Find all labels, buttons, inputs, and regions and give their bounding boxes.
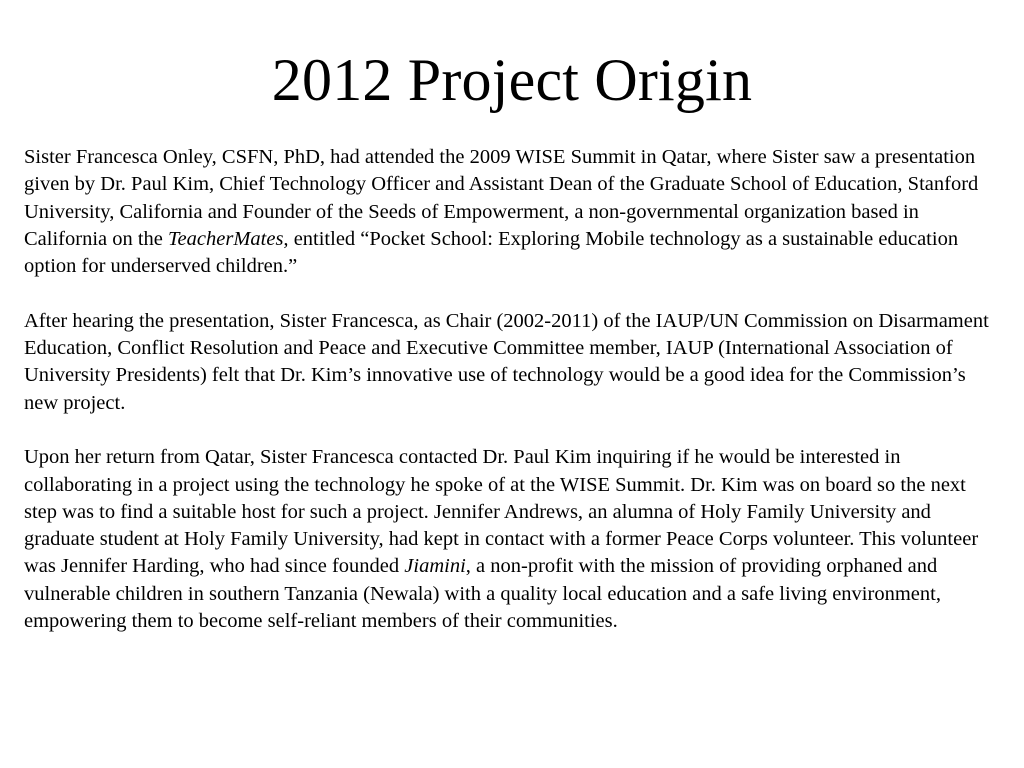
paragraph-origin [24, 144, 999, 280]
paragraph-partnership-text-end: , a non-profit with the mission of providing orphaned and vulnerable children in southern Tanzania (Newala) with a quality local education and a safe living environment, empowering them to become self-reliant members of their communities. [24, 555, 941, 633]
paragraph-partnership-text: Upon her return from Qatar, Sister Francesca contacted Dr. Paul Kim inquiring if he would be interested in collaborating in a project using the technology he spoke of at the WISE Summit. Dr. Kim was on board so the next step was to find a suitable host for such a project. Jennifer Andrews, an alumna of Holy Family University and graduate student at Holy Family University, had kept in contact with a former Peace Corps volunteer. This volunteer was Jennifer Harding, who had since founded [24, 446, 979, 578]
paragraph-origin-text: Sister Francesca Onley, CSFN, PhD, had attended the 2009 WISE Summit in Qatar, where Sister saw a presentation given by Dr. Paul Kim, Chief Technology Officer and Assistant Dean of the Graduate School of Education, Stanford University, California and Founder of the Seeds of Empowerment, a non-governmental organization based in California on the [24, 146, 979, 250]
paragraph-origin-text-end: entitled “Pocket School: Exploring Mobile technology as a sustainable education option for underserved children.” [24, 227, 959, 278]
paragraph-partnership [24, 444, 999, 635]
paragraph-commission: After hearing the presentation, Sister Francesca, as Chair (2002-2011) of the IAUP/UN Commission on Disarmament Education, Conflict Resolution and Peace and Executive Committee member, IAUP (International Association of University Presidents) felt that Dr. Kim’s innovative use of technology would be a good idea for the Commission’s new project. [24, 309, 989, 414]
paragraph-origin-italic: TeacherMates, [168, 227, 289, 250]
slide-title: 2012 Project Origin [271, 47, 753, 113]
slide-body [24, 144, 999, 635]
paragraph-partnership-italic: Jiamini [404, 555, 466, 578]
